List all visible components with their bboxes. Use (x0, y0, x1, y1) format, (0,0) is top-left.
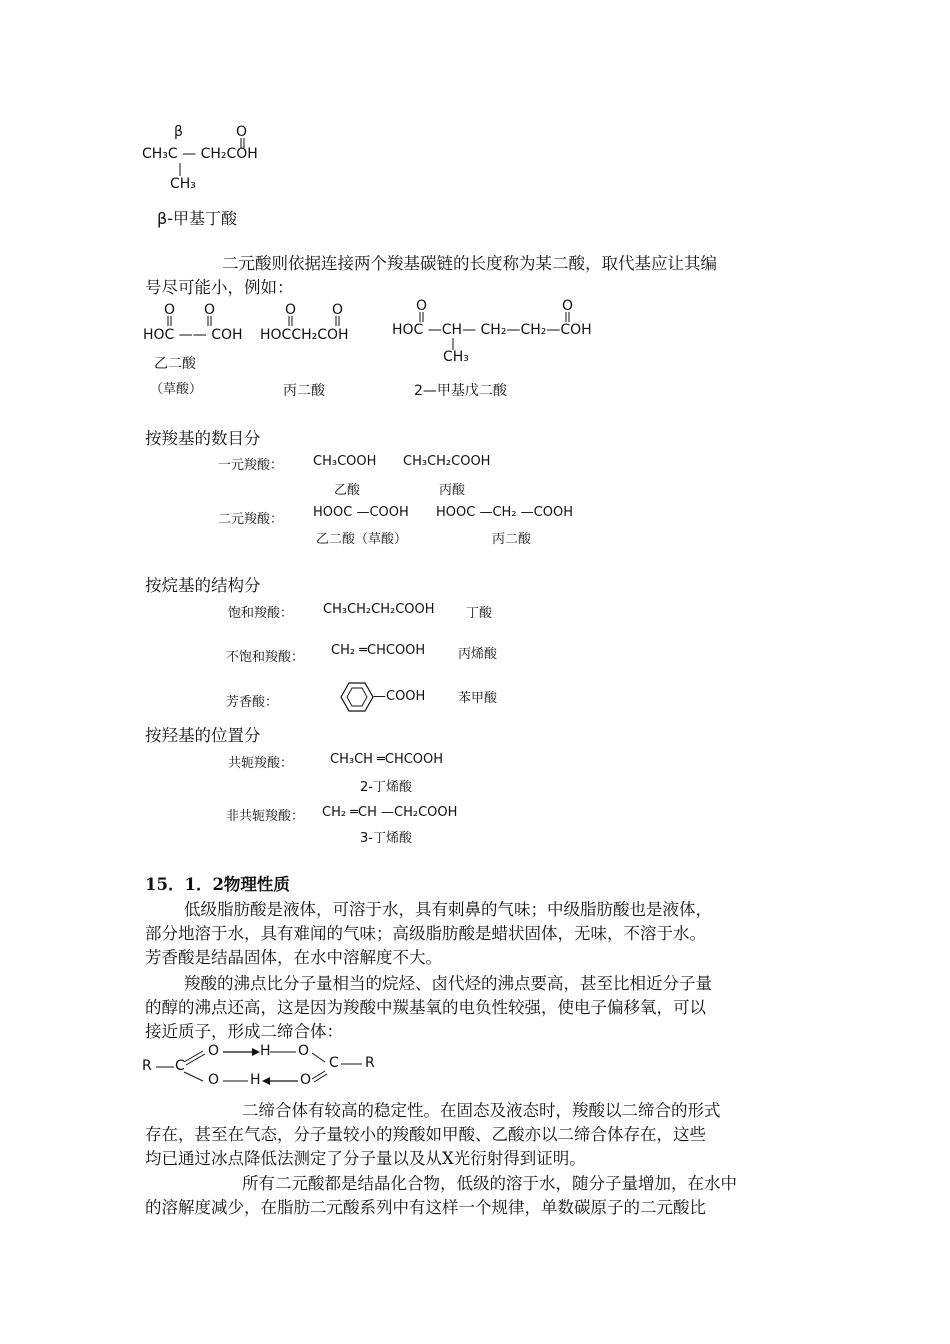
intro-line-2: 号尽可能小，例如： (145, 278, 294, 297)
dimer-bond (314, 1074, 327, 1082)
oxalic-o1: O (164, 302, 176, 318)
oxalic-alt-name: （草酸） (150, 382, 203, 397)
beta-name: β-甲基丁酸 (157, 209, 237, 228)
mono-formula-1: CH₃COOH (313, 454, 377, 469)
malonic-o2: O (332, 302, 344, 318)
p2-line-2: 的醇的沸点还高，这是因为羧酸中羰基氧的电负性较强，使电子偏移氧，可以 (145, 998, 706, 1017)
mono-formula-2: CH₃CH₂COOH (403, 454, 491, 469)
p4-line-1: 所有二元酸都是结晶化合物，低级的溶于水，随分子量增加，在水中 (242, 1174, 737, 1193)
dimer-h-bottom: H (250, 1072, 261, 1088)
nonconjugated-name: 3-丁烯酸 (360, 831, 412, 846)
methylglutaric-o2: O (562, 298, 574, 314)
aromatic-label: 芳香酸： (226, 695, 279, 710)
aromatic-name: 苯甲酸 (458, 691, 498, 706)
di-name-1: 乙二酸（草酸） (316, 532, 408, 547)
p3-line-1: 二缔合体有较高的稳定性。在固态及液态时，羧酸以二缔合的形式 (242, 1101, 721, 1120)
oxalic-name: 乙二酸 (154, 356, 196, 372)
p1-line-2: 部分地溶于水，具有难闻的气味；高级脂肪酸是蜡状固体，无味，不溶于水。 (145, 924, 706, 943)
conjugated-name: 2-丁烯酸 (360, 780, 412, 795)
p1-line-3: 芳香酸是结晶固体，在水中溶解度不大。 (145, 948, 442, 967)
heading-by-position: 按羟基的位置分 (145, 726, 261, 745)
dimer-o-top-right: O (298, 1043, 310, 1059)
conjugated-label: 共轭羧酸： (228, 756, 294, 771)
mono-name-2: 丙酸 (439, 483, 466, 498)
di-formula-2: HOOC —CH₂ —COOH (436, 505, 573, 520)
dimer-r-right: R (365, 1055, 375, 1071)
dimer-bond (312, 1071, 325, 1079)
p1-line-1: 低级脂肪酸是液体，可溶于水，具有刺鼻的气味；中级脂肪酸也是液体， (184, 900, 712, 919)
saturated-label: 饱和羧酸： (228, 606, 294, 621)
methylglutaric-o1: O (416, 298, 428, 314)
dimer-h-top: H (260, 1043, 271, 1059)
dimer-r-left: R (142, 1058, 152, 1074)
di-acid-label: 二元羧酸： (218, 512, 284, 527)
heading-by-carboxyl-count: 按羧基的数目分 (145, 429, 261, 448)
dimer-o-bottom-right: O (300, 1072, 312, 1088)
nonconjugated-formula: CH₂ ═CH —CH₂COOH (322, 805, 458, 820)
nonconjugated-label: 非共轭羧酸： (226, 809, 305, 824)
methylglutaric-name: 2—甲基戊二酸 (414, 383, 507, 399)
benzene-inner (347, 688, 367, 706)
mono-acid-label: 一元羧酸： (218, 458, 284, 473)
h-bond-arrowhead (262, 1077, 270, 1085)
carbonyl-o: O (236, 124, 248, 140)
section-heading-physical: 15．1．2物理性质 (145, 875, 290, 894)
intro-line-1: 二元酸则依据连接两个羧基碳链的长度称为某二酸，取代基应让其编 (222, 254, 717, 273)
saturated-name: 丁酸 (466, 606, 493, 621)
malonic-o1: O (285, 302, 297, 318)
unsaturated-label: 不饱和羧酸： (226, 650, 305, 665)
malonic-formula: HOCCH₂COH (260, 327, 349, 343)
dimer-bond (312, 1053, 325, 1062)
unsaturated-formula: CH₂ ═CHCOOH (331, 643, 426, 658)
beta-symbol: β (174, 124, 183, 140)
saturated-formula: CH₃CH₂CH₂COOH (323, 602, 435, 617)
dimer-c-right: C (329, 1055, 339, 1071)
di-formula-1: HOOC —COOH (313, 505, 409, 520)
conjugated-formula: CH₃CH ═CHCOOH (330, 752, 444, 767)
aromatic-formula: —COOH (373, 689, 426, 704)
h-bond-arrowhead (252, 1048, 260, 1056)
methylglutaric-formula: HOC —CH— CH₂—CH₂—COH (392, 322, 592, 338)
p2-line-1: 羧酸的沸点比分子量相当的烷烃、卤代烃的沸点要高，甚至比相近分子量 (184, 974, 712, 993)
methylglutaric-branch: CH₃ (443, 349, 469, 365)
oxalic-o2: O (204, 302, 216, 318)
dimer-bond (184, 1072, 203, 1081)
beta-formula: CH₃C — CH₂COH (142, 146, 258, 162)
p4-line-2: 的溶解度减少，在脂肪二元酸系列中有这样一个规律，单数碳原子的二元酸比 (145, 1198, 706, 1217)
unsaturated-name: 丙烯酸 (458, 647, 498, 662)
di-name-2: 丙二酸 (492, 532, 532, 547)
p3-line-2: 存在，甚至在气态，分子量较小的羧酸如甲酸、乙酸亦以二缔合体存在，这些 (145, 1125, 706, 1144)
dimer-c-left: C (175, 1058, 185, 1074)
oxalic-formula: HOC —— COH (143, 327, 243, 343)
benzene-ring (341, 683, 373, 711)
beta-branch: CH₃ (170, 176, 196, 192)
dimer-o-bottom-left: O (208, 1072, 220, 1088)
p2-line-3: 接近质子，形成二缔合体： (145, 1022, 343, 1041)
dimer-o-top-left: O (208, 1043, 220, 1059)
heading-by-structure: 按烷基的结构分 (145, 576, 261, 595)
malonic-name: 丙二酸 (283, 383, 325, 399)
p3-line-3: 均已通过冰点降低法测定了分子量以及从X光衍射得到证明。 (145, 1149, 586, 1168)
mono-name-1: 乙酸 (334, 483, 361, 498)
